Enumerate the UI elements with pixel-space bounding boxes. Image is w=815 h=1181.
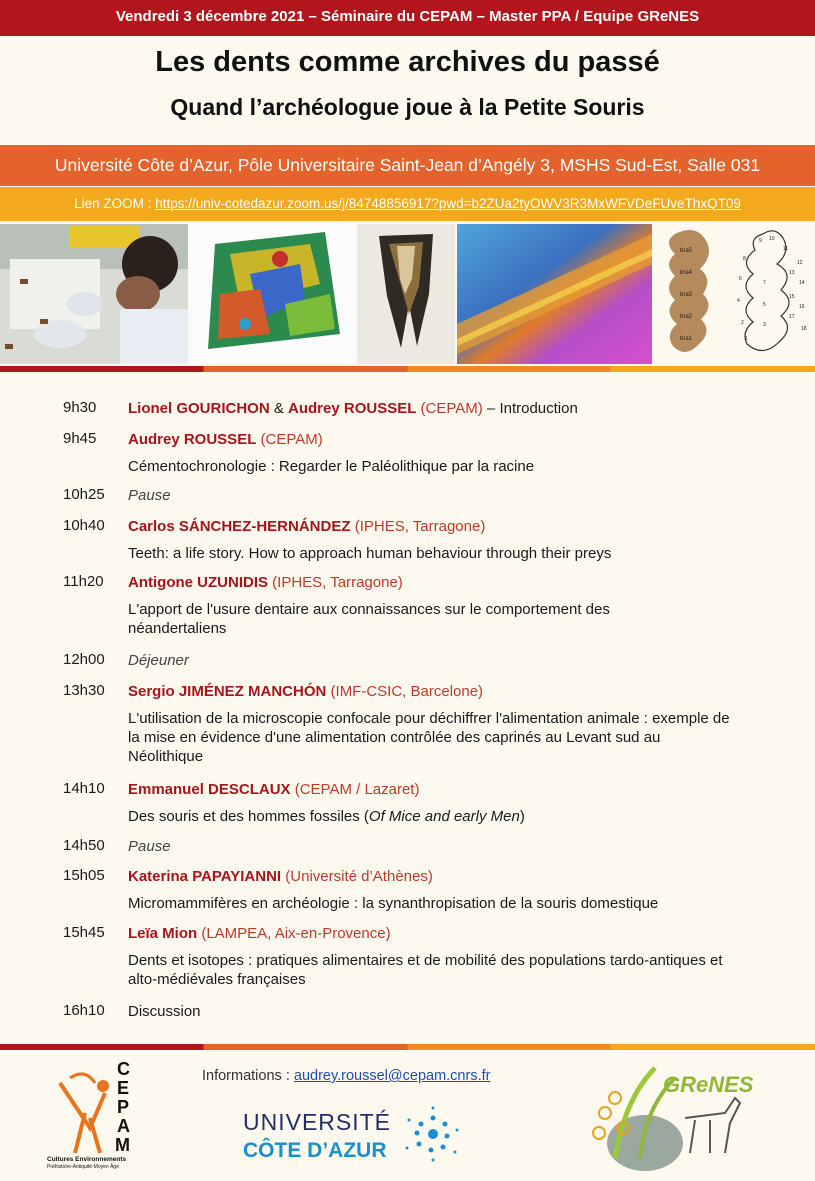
photo-strip xyxy=(0,224,815,366)
molar-diagram xyxy=(733,224,815,364)
tooth-number: 10 xyxy=(769,236,775,242)
talk xyxy=(128,780,768,826)
talk xyxy=(128,573,768,638)
speaker-name: Audrey ROUSSEL xyxy=(128,431,257,448)
cepam-logo xyxy=(45,1058,145,1173)
talk-title: – Introduction xyxy=(482,400,578,417)
affiliation: (IMF-CSIC, Barcelone) xyxy=(326,683,484,700)
affiliation: (CEPAM) xyxy=(416,400,483,417)
tooth-label: bra4 xyxy=(680,270,693,276)
uca-line1: UNIVERSITÉ xyxy=(243,1109,392,1135)
info-label: Informations : xyxy=(202,1068,294,1084)
surface-scan-image xyxy=(190,224,356,364)
talk-title: Teeth: a life story. How to approach human behaviour through their preys xyxy=(128,545,612,562)
tooth-number: 14 xyxy=(799,280,805,286)
tooth-number: 13 xyxy=(789,270,795,276)
molar-photo xyxy=(655,224,730,364)
talk-title: L'utilisation de la microscopie confocale pour déchiffrer l'alimentation animale : exemple de la mise en évidence d'une alimentation contrôlée des caprinés au Levant sud au Néolithique xyxy=(128,710,730,765)
talk xyxy=(128,517,768,563)
zoom-link[interactable]: https://univ-cotedazur.zoom.us/j/84748856917?pwd=b2ZUa2tyOWV3R3MxWFVDeFUveThxQT09 xyxy=(155,196,741,211)
tooth-number: 9 xyxy=(759,238,762,244)
talk xyxy=(128,399,768,418)
speaker-name: Antigone UZUNIDIS xyxy=(128,574,268,591)
tooth-number: 15 xyxy=(789,294,795,300)
time: 9h45 xyxy=(63,430,97,447)
time: 16h10 xyxy=(63,1002,105,1019)
cepam-letter: M xyxy=(115,1135,130,1155)
cepam-letter: C xyxy=(117,1059,130,1079)
cepam-tagline: Cultures Environnements xyxy=(47,1156,127,1163)
color-stripe xyxy=(0,366,815,372)
microscopy-image xyxy=(457,224,652,364)
page-title: Les dents comme archives du passé xyxy=(155,46,660,78)
affiliation: (CEPAM / Lazaret) xyxy=(290,781,420,798)
cepam-letter: E xyxy=(117,1078,130,1098)
tooth-number: 7 xyxy=(763,280,766,286)
tooth-number: 12 xyxy=(797,260,803,266)
grenes-logo xyxy=(585,1058,760,1173)
time: 15h45 xyxy=(63,924,105,941)
tooth-number: 18 xyxy=(801,326,807,332)
speaker-name: Emmanuel DESCLAUX xyxy=(128,781,291,798)
tooth-number: 16 xyxy=(799,304,805,310)
talk-title: Cémentochronologie : Regarder le Paléolithique par la racine xyxy=(128,458,535,475)
tooth-number: 5 xyxy=(763,302,766,308)
tooth-number: 8 xyxy=(743,256,746,262)
affiliation: (Université d’Athènes) xyxy=(281,868,433,885)
connector: & xyxy=(269,400,289,417)
time: 9h30 xyxy=(63,399,97,416)
date-banner: Vendredi 3 décembre 2021 – Séminaire du CEPAM – Master PPA / Equipe GReNES xyxy=(0,0,815,36)
email-link[interactable]: audrey.roussel@cepam.cnrs.fr xyxy=(293,1068,491,1084)
tooth-section-image xyxy=(357,224,455,364)
time: 10h25 xyxy=(63,486,105,503)
talk xyxy=(128,867,768,913)
cepam-letter: P xyxy=(117,1097,130,1117)
uca-logo xyxy=(243,1102,463,1164)
break-label: Pause xyxy=(128,838,171,855)
tooth-number: 3 xyxy=(763,322,766,328)
cepam-tagline2: Préhistoire-Antiquité-Moyen Âge xyxy=(47,1164,119,1170)
tooth-number: 17 xyxy=(789,314,795,320)
talk-title: Dents et isotopes : pratiques alimentaires et de mobilité des populations tardo-antiques et alto-médiévales françaises xyxy=(128,952,723,988)
talk-title xyxy=(128,807,768,826)
tooth-label: bra3 xyxy=(680,292,693,298)
color-stripe xyxy=(0,1044,815,1050)
tooth-number: 11 xyxy=(783,246,789,252)
uca-line2: CÔTE D’AZUR xyxy=(243,1139,387,1162)
talk-title-part: ) xyxy=(519,808,525,825)
time: 11h20 xyxy=(63,573,104,590)
talk-title: Micromammifères en archéologie : la synanthropisation de la souris domestique xyxy=(128,895,659,912)
tooth-label: bra1 xyxy=(680,336,693,342)
time: 15h05 xyxy=(63,867,105,884)
zoom-label: Lien ZOOM : xyxy=(74,196,156,211)
time: 12h00 xyxy=(63,651,105,668)
discussion-label: Discussion xyxy=(128,1003,201,1020)
cepam-letter: A xyxy=(117,1116,130,1136)
time: 14h50 xyxy=(63,837,105,854)
lab-photo xyxy=(0,224,188,364)
tooth-number: 4 xyxy=(737,298,740,304)
affiliation: (IPHES, Tarragone) xyxy=(268,574,403,591)
talk-title: L'apport de l'usure dentaire aux connaissances sur le comportement des néandertaliens xyxy=(128,601,610,637)
time: 10h40 xyxy=(63,517,105,534)
tooth-label: bra2 xyxy=(680,314,693,320)
speaker-name: Lionel GOURICHON xyxy=(128,400,270,417)
tooth-label: bra5 xyxy=(680,248,693,254)
talk-title-italic: Of Mice and early Men xyxy=(368,808,520,825)
affiliation: (CEPAM) xyxy=(256,431,323,448)
grenes-wordmark: GReNES xyxy=(663,1072,754,1097)
talk xyxy=(128,924,768,989)
zoom-banner xyxy=(0,187,815,221)
speaker-name: Leïa Mion xyxy=(128,925,198,942)
tooth-number: 2 xyxy=(741,320,744,326)
time: 13h30 xyxy=(63,682,105,699)
tooth-number: 6 xyxy=(739,276,742,282)
talk xyxy=(128,430,768,476)
speaker-name: Katerina PAPAYIANNI xyxy=(128,868,282,885)
affiliation: (IPHES, Tarragone) xyxy=(350,518,486,535)
page-subtitle: Quand l’archéologue joue à la Petite Souris xyxy=(170,94,645,120)
affiliation: (LAMPEA, Aix-en-Provence) xyxy=(197,925,391,942)
talk-title-part: Des souris et des hommes fossiles ( xyxy=(128,808,369,825)
time: 14h10 xyxy=(63,780,105,797)
break-label: Pause xyxy=(128,487,171,504)
talk xyxy=(128,682,768,766)
speaker-name: Carlos SÁNCHEZ-HERNÁNDEZ xyxy=(128,518,351,535)
break-label: Déjeuner xyxy=(128,652,189,669)
tooth-number: 1 xyxy=(745,336,748,342)
venue-banner: Université Côte d’Azur, Pôle Universitaire Saint-Jean d’Angély 3, MSHS Sud-Est, Salle 031 xyxy=(0,145,815,186)
speaker-name: Audrey ROUSSEL xyxy=(288,400,417,417)
contact-info xyxy=(202,1068,490,1084)
speaker-name: Sergio JIMÉNEZ MANCHÓN xyxy=(128,683,327,700)
